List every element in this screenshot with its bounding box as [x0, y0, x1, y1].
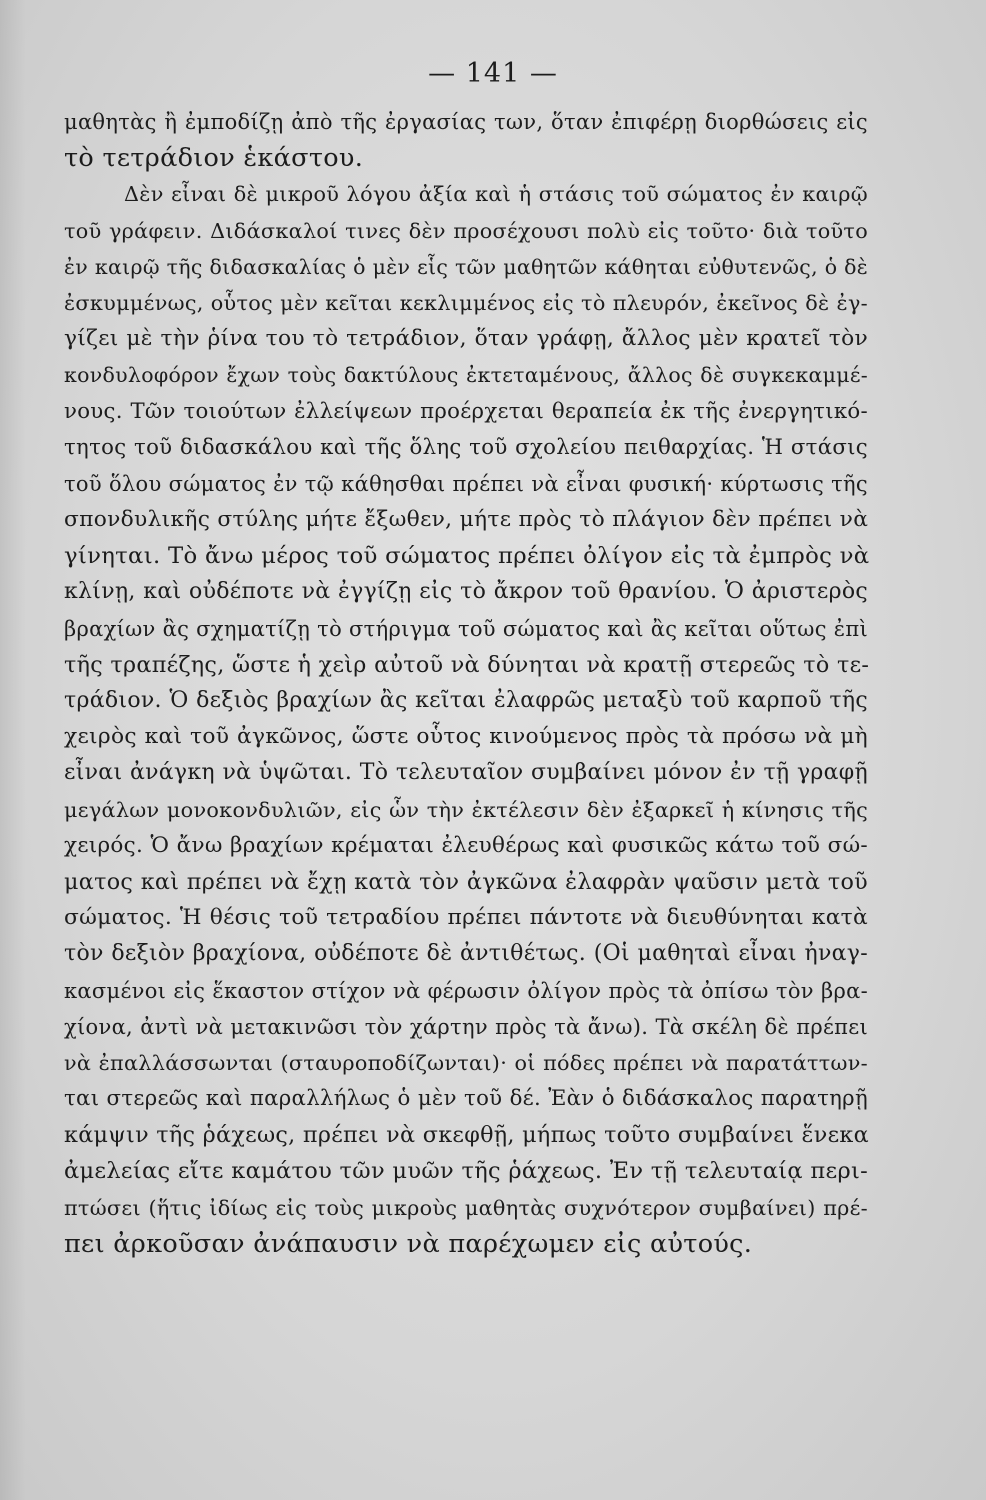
text-line: κασμένοι εἰς ἕκαστον στίχον νὰ φέρωσιν ὀλίγον πρὸς τὰ ὀπίσω τὸν βρα-	[64, 978, 868, 1003]
text-line: μαθητὰς ἢ ἐμποδίζῃ ἀπὸ τῆς ἐργασίας των, ὅταν ἐπιφέρῃ διορθώσεις εἰς	[64, 110, 868, 134]
text-line: τητος τοῦ διδασκάλου καὶ τῆς ὅλης τοῦ σχολείου πειθαρχίας. Ἡ στάσις	[64, 434, 868, 460]
text-line: τοῦ ὅλου σώματος ἐν τῷ κάθησθαι πρέπει νὰ εἶναι φυσική· κύρτωσις τῆς	[64, 471, 868, 496]
text-line: πτώσει (ἥτις ἰδίως εἰς τοὺς μικροὺς μαθητὰς συχνότερον συμβαίνει) πρέ-	[64, 1195, 868, 1220]
text-line: ἐν καιρῷ τῆς διδασκαλίας ὁ μὲν εἷς τῶν μαθητῶν κάθηται εὐθυτενῶς, ὁ δὲ	[64, 254, 869, 279]
text-line: χίονα, ἀντὶ νὰ μετακινῶσι τὸν χάρτην πρὸς τὰ ἄνω). Τὰ σκέλη δὲ πρέπει	[64, 1014, 868, 1039]
page-number: — 141 —	[428, 58, 558, 89]
text-line: ματος καὶ πρέπει νὰ ἔχῃ κατὰ τὸν ἀγκῶνα ἐλαφρὰν ψαῦσιν μετὰ τοῦ	[64, 868, 868, 895]
text-line: σώματος. Ἡ θέσις τοῦ τετραδίου πρέπει πάντοτε νὰ διευθύνηται κατὰ	[64, 905, 868, 931]
text-line: κλίνῃ, καὶ οὐδέποτε νὰ ἐγγίζῃ εἰς τὸ ἄκρον τοῦ θρανίου. Ὁ ἀριστερὸς	[64, 579, 868, 605]
text-line: τὸ τετράδιον ἑκάστου.	[64, 143, 364, 174]
text-line: τράδιον. Ὁ δεξιὸς βραχίων ἂς κεῖται ἐλαφρῶς μεταξὺ τοῦ καρποῦ τῆς	[64, 688, 868, 713]
text-line: εἶναι ἀνάγκη νὰ ὑψῶται. Τὸ τελευταῖον συμβαίνει μόνον ἐν τῇ γραφῇ	[64, 760, 868, 786]
text-line: νὰ ἐπαλλάσσωνται (σταυροποδίζωνται)· οἱ πόδες πρέπει νὰ παρατάττων-	[64, 1050, 868, 1075]
text-line: ἐσκυμμένως, οὗτος μὲν κεῖται κεκλιμμένος εἰς τὸ πλευρόν, ἐκεῖνος δὲ ἐγ-	[64, 290, 868, 315]
text-line: τῆς τραπέζης, ὥστε ἡ χεὶρ αὐτοῦ νὰ δύνηται νὰ κρατῇ στερεῶς τὸ τε-	[64, 651, 870, 678]
text-line: μεγάλων μονοκονδυλιῶν, εἰς ὧν τὴν ἐκτέλεσιν δὲν ἐξαρκεῖ ἡ κίνησις τῆς	[64, 797, 868, 822]
text-line: ἀμελείας εἴτε καμάτου τῶν μυῶν τῆς ῥάχεως. Ἐν τῇ τελευταίᾳ περι-	[64, 1158, 868, 1185]
text-line: κάμψιν τῆς ῥάχεως, πρέπει νὰ σκεφθῇ, μήπως τοῦτο συμβαίνει ἕνεκα	[64, 1122, 869, 1149]
text-line: χειρός. Ὁ ἄνω βραχίων κρέμαται ἐλευθέρως καὶ φυσικῶς κάτω τοῦ σώ-	[64, 832, 868, 858]
text-line: βραχίων ἂς σχηματίζῃ τὸ στήριγμα τοῦ σώματος καὶ ἂς κεῖται οὕτως ἐπὶ	[64, 616, 868, 641]
spine-shadow	[0, 0, 26, 1500]
text-line: νους. Τῶν τοιούτων ἐλλείψεων προέρχεται θεραπεία ἐκ τῆς ἐνεργητικό-	[64, 398, 868, 424]
text-line: κονδυλοφόρον ἔχων τοὺς δακτύλους ἐκτεταμένους, ἄλλος δὲ συγκεκαμμέ-	[64, 363, 868, 388]
text-line: ται στερεῶς καὶ παραλλήλως ὁ μὲν τοῦ δέ. Ἐὰν ὁ διδάσκαλος παρατηρῇ	[64, 1086, 868, 1112]
text-line: τοῦ γράφειν. Διδάσκαλοί τινες δὲν προσέχουσι πολὺ εἰς τοῦτο· διὰ τοῦτο	[64, 218, 868, 243]
text-line: πει ἀρκοῦσαν ἀνάπαυσιν νὰ παρέχωμεν εἰς αὐτούς.	[64, 1228, 753, 1259]
text-line: γίνηται. Τὸ ἄνω μέρος τοῦ σώματος πρέπει ὀλίγον εἰς τὰ ἐμπρὸς νὰ	[64, 543, 870, 570]
text-line: χειρὸς καὶ τοῦ ἀγκῶνος, ὥστε οὗτος κινούμενος πρὸς τὰ πρόσω νὰ μὴ	[64, 724, 868, 750]
text-line: τὸν δεξιὸν βραχίονα, οὐδέποτε δὲ ἀντιθέτως. (Οἱ μαθηταὶ εἶναι ἠναγ-	[64, 941, 868, 967]
text-line: σπονδυλικῆς στύλης μήτε ἔξωθεν, μήτε πρὸς τὸ πλάγιον δὲν πρέπει νὰ	[64, 507, 869, 533]
text-line: Δὲν εἶναι δὲ μικροῦ λόγου ἀξία καὶ ἡ στάσις τοῦ σώματος ἐν καιρῷ	[124, 182, 868, 207]
body-text	[64, 104, 868, 1262]
text-line: γίζει μὲ τὴν ῥίνα του τὸ τετράδιον, ὅταν γράφῃ, ἄλλος μὲν κρατεῖ τὸν	[64, 326, 868, 352]
